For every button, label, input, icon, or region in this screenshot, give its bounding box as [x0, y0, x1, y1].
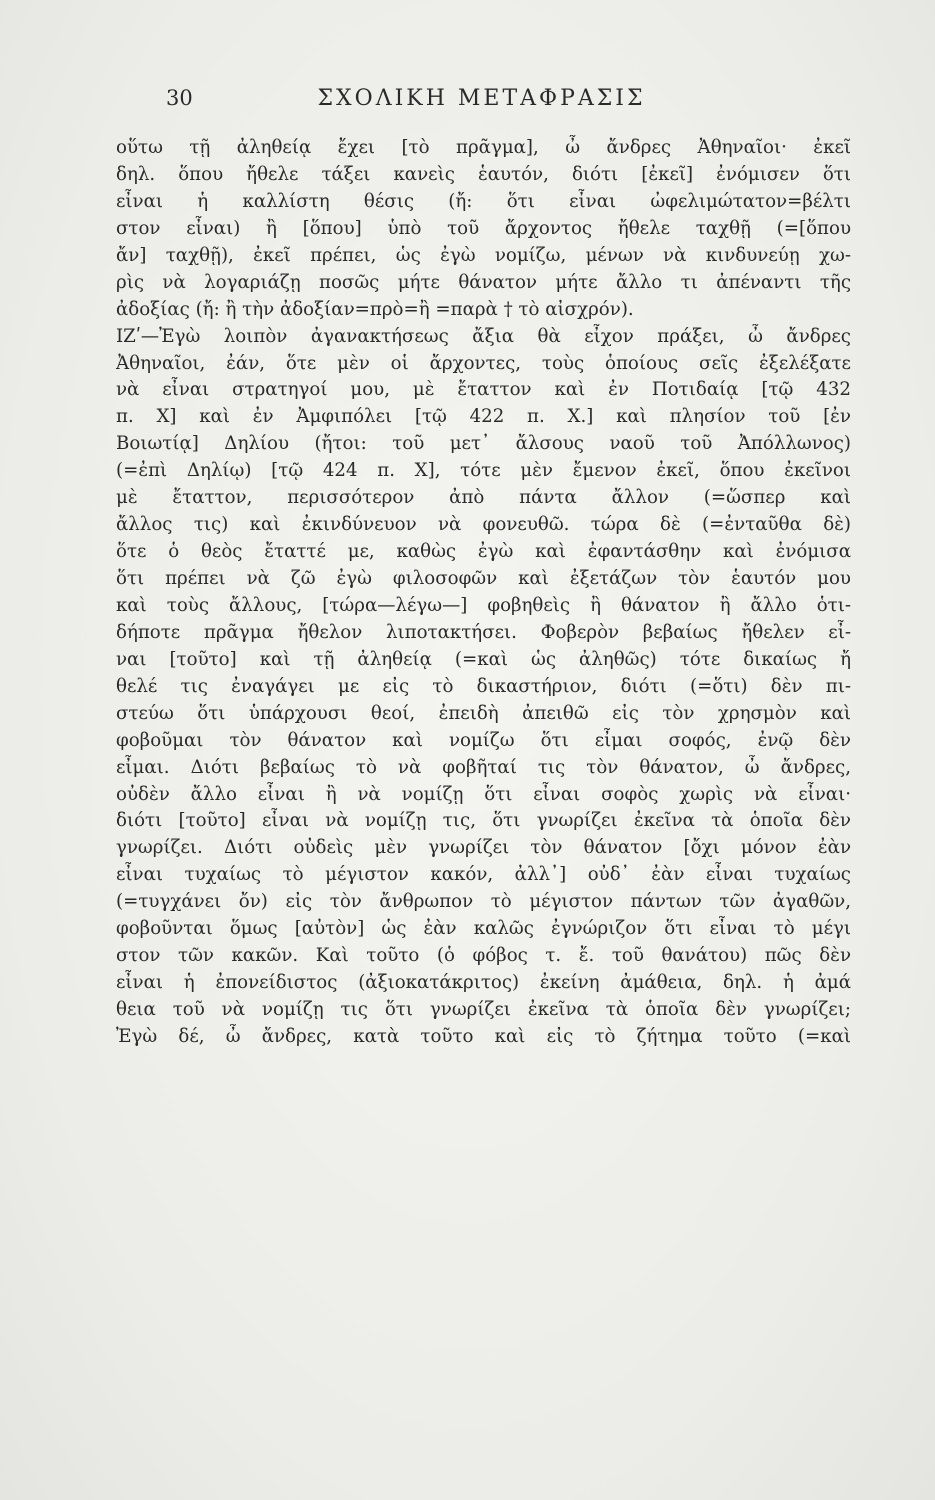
running-title: ΣΧΟΛΙΚΗ ΜΕΤΑΦΡΑΣΙΣ	[317, 86, 646, 111]
text-line: (=τυγχάνει ὄν) εἰς τὸν ἄνθρωπον τὸ μέγιστον πάντων τῶν ἀγαθῶν,	[116, 891, 851, 913]
page-header	[0, 86, 935, 118]
text-line: στον εἶναι) ἢ [ὅπου] ὑπὸ τοῦ ἄρχοντος ἤθελε ταχθῇ (=[ὅπου	[116, 217, 851, 239]
text-line: ὅτε ὁ θεὸς ἔταττέ με, καθὼς ἐγὼ καὶ ἐφαντάσθην καὶ ἐνόμισα	[116, 541, 851, 563]
text-line: καὶ τοὺς ἄλλους, [τώρα—λέγω—] φοβηθεὶς ἢ θάνατον ἢ ἄλλο ὁτι-	[116, 594, 851, 616]
text-line: εἶναι τυχαίως τὸ μέγιστον κακόν, ἀλλ᾽] οὐδ᾽ ἐὰν εἶναι τυχαίως	[116, 864, 851, 886]
text-line: ΙΖʹ—Ἐγὼ λοιπὸν ἀγανακτήσεως ἄξια θὰ εἶχον πράξει, ὦ ἄνδρες	[116, 325, 851, 347]
text-line: ρὶς νὰ λογαριάζῃ ποσῶς μήτε θάνατον μήτε ἄλλο τι ἀπέναντι τῆς	[116, 271, 851, 293]
text-line: εἶναι ἡ ἐπονείδιστος (ἀξιοκατάκριτος) ἐκείνη ἀμάθεια, δηλ. ἡ ἀμά	[116, 972, 851, 994]
text-line: εἶναι ἡ καλλίστη θέσις (ἤ: ὅτι εἶναι ὠφελιμώτατον=βέλτι	[116, 190, 851, 212]
text-line: Βοιωτίᾳ] Δηλίου (ἤτοι: τοῦ μετ᾽ ἄλσους ναοῦ τοῦ Ἀπόλλωνος)	[116, 433, 851, 455]
page-number: 30	[166, 86, 193, 110]
text-line: Ἐγὼ δέ, ὦ ἄνδρες, κατὰ τοῦτο καὶ εἰς τὸ ζήτημα τοῦτο (=καὶ	[116, 1025, 851, 1047]
text-line: στεύω ὅτι ὑπάρχουσι θεοί, ἐπειδὴ ἀπειθῶ εἰς τὸν χρησμὸν καὶ	[116, 702, 851, 724]
text-line: δήποτε πρᾶγμα ἤθελον λιποτακτήσει. Φοβερὸν βεβαίως ἤθελεν εἶ-	[116, 621, 851, 643]
text-line: οὕτω τῇ ἀληθείᾳ ἔχει [τὸ πρᾶγμα], ὦ ἄνδρες Ἀθηναῖοι· ἐκεῖ	[116, 137, 851, 158]
text-line: ναι [τοῦτο] καὶ τῇ ἀληθείᾳ (=καὶ ὡς ἀληθῶς) τότε δικαίως ἤ	[116, 648, 851, 670]
text-line: ἀδοξίας (ἤ: ἢ τὴν ἀδοξίαν=πρὸ=ἢ =παρὰ † τὸ αἰσχρόν).	[116, 298, 634, 320]
text-line: διότι [τοῦτο] εἶναι νὰ νομίζῃ τις, ὅτι γνωρίζει ἐκεῖνα τὰ ὁποῖα δὲν	[116, 810, 851, 832]
text-line: δηλ. ὅπου ἤθελε τάξει κανεὶς ἑαυτόν, διότι [ἐκεῖ] ἐνόμισεν ὅτι	[116, 163, 851, 185]
text-line: νὰ εἶναι στρατηγοί μου, μὲ ἔταττον καὶ ἐν Ποτιδαίᾳ [τῷ 432	[116, 379, 851, 401]
text-line: ἄν] ταχθῇ), ἐκεῖ πρέπει, ὡς ἐγὼ νομίζω, μένων νὰ κινδυνεύῃ χω-	[116, 244, 851, 266]
text-line: φοβοῦμαι τὸν θάνατον καὶ νομίζω ὅτι εἶμαι σοφός, ἐνῷ δὲν	[116, 729, 851, 751]
body-text	[116, 135, 851, 1051]
text-line: εἶμαι. Διότι βεβαίως τὸ νὰ φοβῆταί τις τὸν θάνατον, ὦ ἄνδρες,	[116, 756, 851, 778]
text-line: στον τῶν κακῶν. Καὶ τοῦτο (ὁ φόβος τ. ἔ. τοῦ θανάτου) πῶς δὲν	[116, 945, 851, 967]
text-line: γνωρίζει. Διότι οὐδεὶς μὲν γνωρίζει τὸν θάνατον [ὄχι μόνον ἐὰν	[116, 837, 851, 859]
text-line: φοβοῦνται ὅμως [αὐτὸν] ὡς ἐὰν καλῶς ἐγνώριζον ὅτι εἶναι τὸ μέγι	[116, 918, 851, 940]
text-line: ἄλλος τις) καὶ ἐκινδύνευον νὰ φονευθῶ. τώρα δὲ (=ἐνταῦθα δὲ)	[116, 514, 851, 536]
text-line: ὅτι πρέπει νὰ ζῶ ἐγὼ φιλοσοφῶν καὶ ἐξετάζων τὸν ἑαυτόν μου	[116, 568, 851, 589]
text-line: οὐδὲν ἄλλο εἶναι ἢ νὰ νομίζῃ ὅτι εἶναι σοφὸς χωρὶς νὰ εἶναι·	[116, 783, 851, 805]
text-line: θεια τοῦ νὰ νομίζῃ τις ὅτι γνωρίζει ἐκεῖνα τὰ ὁποῖα δὲν γνωρίζει;	[116, 999, 851, 1020]
text-line: μὲ ἔταττον, περισσότερον ἀπὸ πάντα ἄλλον (=ὥσπερ καὶ	[116, 487, 851, 509]
text-line: π. Χ] καὶ ἐν Ἀμφιπόλει [τῷ 422 π. Χ.] καὶ πλησίον τοῦ [ἐν	[116, 406, 851, 428]
text-line: Ἀθηναῖοι, ἐάν, ὅτε μὲν οἱ ἄρχοντες, τοὺς ὁποίους σεῖς ἐξελέξατε	[116, 352, 851, 374]
text-line: θελέ τις ἐναγάγει με εἰς τὸ δικαστήριον, διότι (=ὅτι) δὲν πι-	[116, 675, 851, 697]
text-line: (=ἐπὶ Δηλίῳ) [τῷ 424 π. Χ], τότε μὲν ἔμενον ἐκεῖ, ὅπου ἐκεῖνοι	[116, 460, 851, 482]
